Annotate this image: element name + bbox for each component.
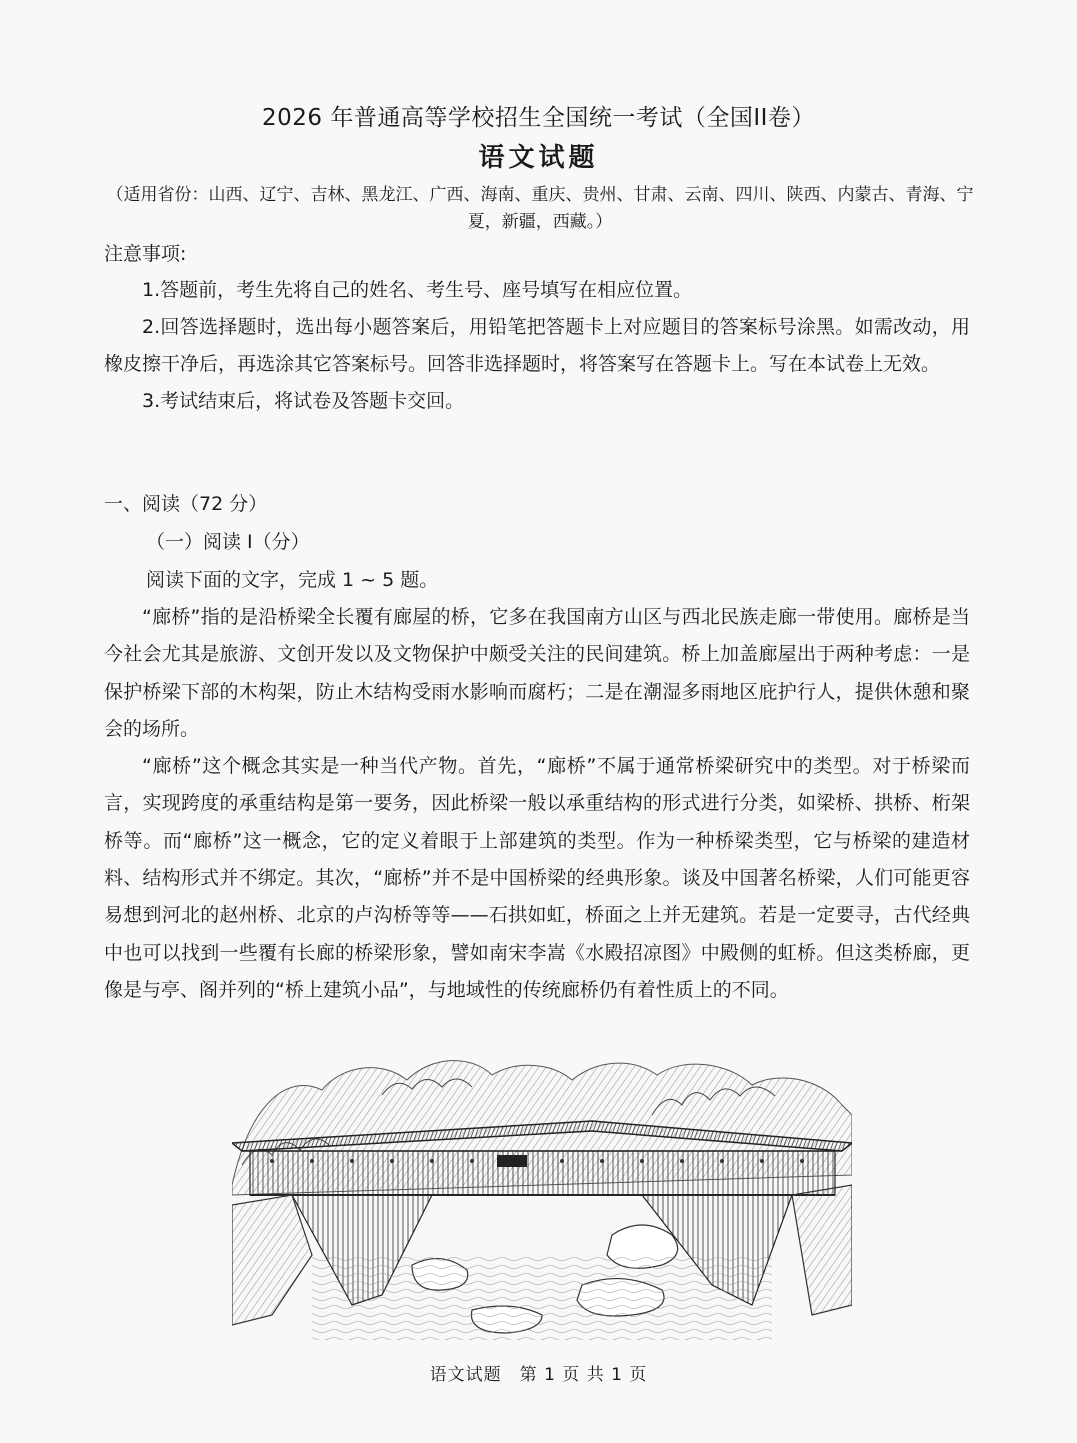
notice-item: 2.回答选择题时，选出每小题答案后，用铅笔把答题卡上对应题目的答案标号涂黑。如需改动，用橡皮擦干净后，再选涂其它答案标号。回答非选择题时，将答案写在答题卡上。写在本试卷上无效。 bbox=[104, 316, 970, 375]
covered-bridge-illustration bbox=[232, 1055, 852, 1340]
notice-heading: 注意事项: bbox=[104, 243, 187, 265]
reading-instruction: 阅读下面的文字，完成 1 ~ 5 题。 bbox=[146, 569, 439, 591]
reading-passage bbox=[104, 599, 970, 1009]
exam-title: 2026 年普通高等学校招生全国统一考试（全国II卷） bbox=[262, 105, 815, 131]
applicable-provinces: （适用省份：山西、辽宁、吉林、黑龙江、广西、海南、重庆、贵州、甘肃、云南、四川、陕西、内蒙古、青海、宁夏，新疆，西藏。） bbox=[106, 185, 974, 232]
passage-paragraph: “廊桥”这个概念其实是一种当代产物。首先，“廊桥”不属于通常桥梁研究中的类型。对于桥梁而言，实现跨度的承重结构是第一要务，因此桥梁一般以承重结构的形式进行分类，如梁桥、拱桥、桁架桥等。而“廊桥”这一概念，它的定义着眼于上部建筑的类型。作为一种桥梁类型，它与桥梁的建造材料、结构形式并不绑定。其次，“廊桥”并不是中国桥梁的经典形象。谈及中国著名桥梁，人们可能更容易想到河北的赵州桥、北京的卢沟桥等等——石拱如虹，桥面之上并无建筑。若是一定要寻，古代经典中也可以找到一些覆有长廊的桥梁形象，譬如南宋李嵩《水殿招凉图》中殿侧的虹桥。但这类桥廊，更像是与亭、阁并列的“桥上建筑小品”，与地域性的传统廊桥仍有着性质上的不同。 bbox=[104, 755, 970, 1001]
passage-paragraph: “廊桥”指的是沿桥梁全长覆有廊屋的桥，它多在我国南方山区与西北民族走廊一带使用。廊桥是当今社会尤其是旅游、文创开发以及文物保护中颇受关注的民间建筑。桥上加盖廊屋出于两种考虑：一是保护桥梁下部的木构架，防止木结构受雨水影响而腐朽；二是在潮湿多雨地区庇护行人，提供休憩和聚会的场所。 bbox=[104, 606, 970, 740]
notice-list bbox=[104, 272, 970, 420]
notice-item: 3.考试结束后，将试卷及答题卡交回。 bbox=[142, 390, 465, 412]
bridge-gallery bbox=[250, 1151, 835, 1195]
section-heading: 一、阅读（72 分） bbox=[104, 493, 268, 515]
river-water bbox=[312, 1255, 772, 1340]
page-footer: 语文试题 第 1 页 共 1 页 bbox=[429, 1365, 648, 1385]
notice-item: 1.答题前，考生先将自己的姓名、考生号、座号填写在相应位置。 bbox=[142, 279, 693, 301]
subsection-heading: （一）阅读 I（分） bbox=[146, 531, 310, 553]
subject-title: 语文试题 bbox=[478, 143, 599, 173]
